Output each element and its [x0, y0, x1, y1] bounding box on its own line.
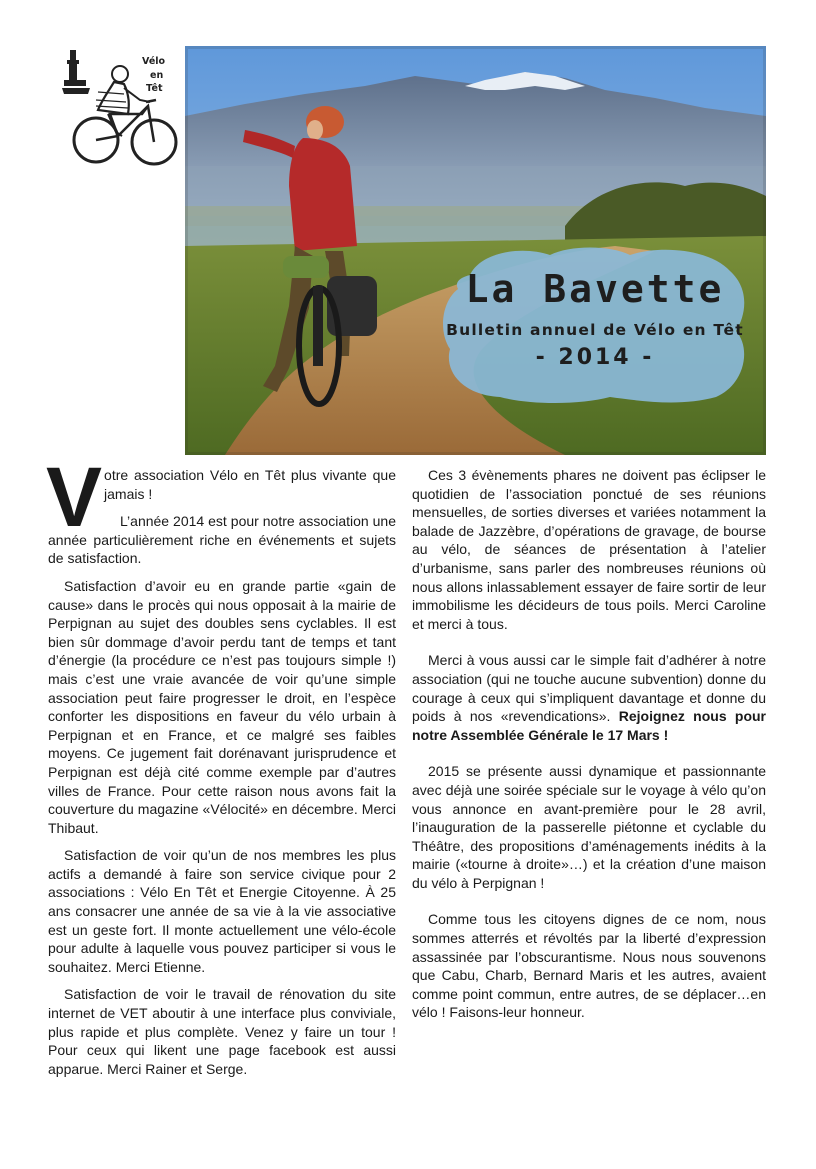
right-column: [412, 466, 766, 1040]
bulletin-year: - 2014 -: [535, 345, 655, 370]
intro-text: otre association Vélo en Têt plus vivante que jamais !: [104, 467, 396, 502]
membership-text: Merci à vous aussi car le simple fait d’adhérer à notre association (qui ne touche aucune subvention) donne du courage à ceux qui s’impliquent davantage et donne du poids à nos «revendications».: [412, 652, 766, 725]
bulletin-subtitle: Bulletin annuel de Vélo en Têt: [446, 321, 744, 339]
logo-text-velo: Vélo: [142, 56, 166, 67]
bulletin-title: La Bavette: [465, 267, 725, 311]
paragraph-2015: 2015 se présente aussi dynamique et passionnante avec déjà une soirée spéciale sur le voyage à vélo qu’on vous annonce en avant-première pour le 28 avril, l’inauguration de la passerelle piétonne et cyclable du Théâtre, des propositions d’aménagements inédits à la mairie («tourne à droite»…) et la création d’une maison du vélo à Perpignan !: [412, 763, 766, 891]
paragraph-court-case: Satisfaction d’avoir eu en grande partie «gain de cause» dans le procès qui nous opposait à la mairie de Perpignan au sujet des doubles sens cyclables. Il est bien sûr dommage d’avoir perdu tant de temps et tant d’énergie (la procédure ce n’est pas toujours simple !) mais c’est une vraie avancée de voir qu’une simple association peut faire progresser le droit, en l’espèce conforter les dispositions en faveur du vélo urbain à Perpignan et en France, et ce malgré ses faibles moyens. Ce jugement fait dorénavant jurisprudence et Perpignan est déjà cité comme exemple par d’autres villes de France. Pour cette raison nous avons fait la couverture du magazine «Vélocité» en décembre. Merci Thibaut.: [48, 577, 396, 836]
logo-text-tet: Têt: [146, 83, 163, 94]
paragraph-2014: L’année 2014 est pour notre association une année particulièrement riche en événements et sujets de satisfaction.: [48, 513, 396, 567]
paragraph-civic-service: Satisfaction de voir qu’un de nos membres les plus actifs a demandé à faire son service civique pour 2 associations : Vélo En Têt et Energie Citoyenne. À 25 ans consacrer une année de sa vie à la vie associative est un geste fort. Il monte actuellement une vélo-école pour adulte à laquelle vous pouvez participer si vous le souhaitez. Merci Etienne.: [48, 847, 396, 975]
paragraph-membership: [412, 651, 766, 744]
bulletin-title-cloud: [440, 245, 750, 405]
general-assembly-callout: Rejoignez nous pour notre Assemblée Générale le 17 Mars !: [412, 708, 766, 743]
left-column: [46, 450, 396, 1087]
logo-text-en: en: [150, 70, 164, 81]
paragraph-website: Satisfaction de voir le travail de rénovation du site internet de VET aboutir à une interface plus conviviale, plus rapide et plus complète. Venez y faire un tour ! Pour ceux qui likent une page facebook est aussi apparue. Merci Rainer et Serge.: [48, 986, 396, 1077]
paragraph-tribute: Comme tous les citoyens dignes de ce nom, nous sommes atterrés et révoltés par la liberté d’expression assassinée par l’obscurantisme. Nous nous souvenons que Cabu, Charb, Bernard Maris et les autres, avaient comme point commun, entre autres, de se déplacer…en vélo ! Faisons-leur honneur.: [412, 911, 766, 1021]
drop-cap: V: [46, 450, 103, 544]
velo-en-tet-logo: [58, 44, 182, 172]
paragraph-events: Ces 3 évènements phares ne doivent pas éclipser le quotidien de l’association ponctué de ses réunions mensuelles, de sorties diverses et variées notamment la balade de Jazzèbre, d’opérations de gravage, de bourse au vélo, de séances de présentation à l’atelier d’urbanisme, sans parler des nombreuses réunions où nous allons inlassablement essayer de faire sortir de leur immobilisme les décideurs de tous poils. Merci Caroline et merci à tous.: [412, 467, 766, 632]
